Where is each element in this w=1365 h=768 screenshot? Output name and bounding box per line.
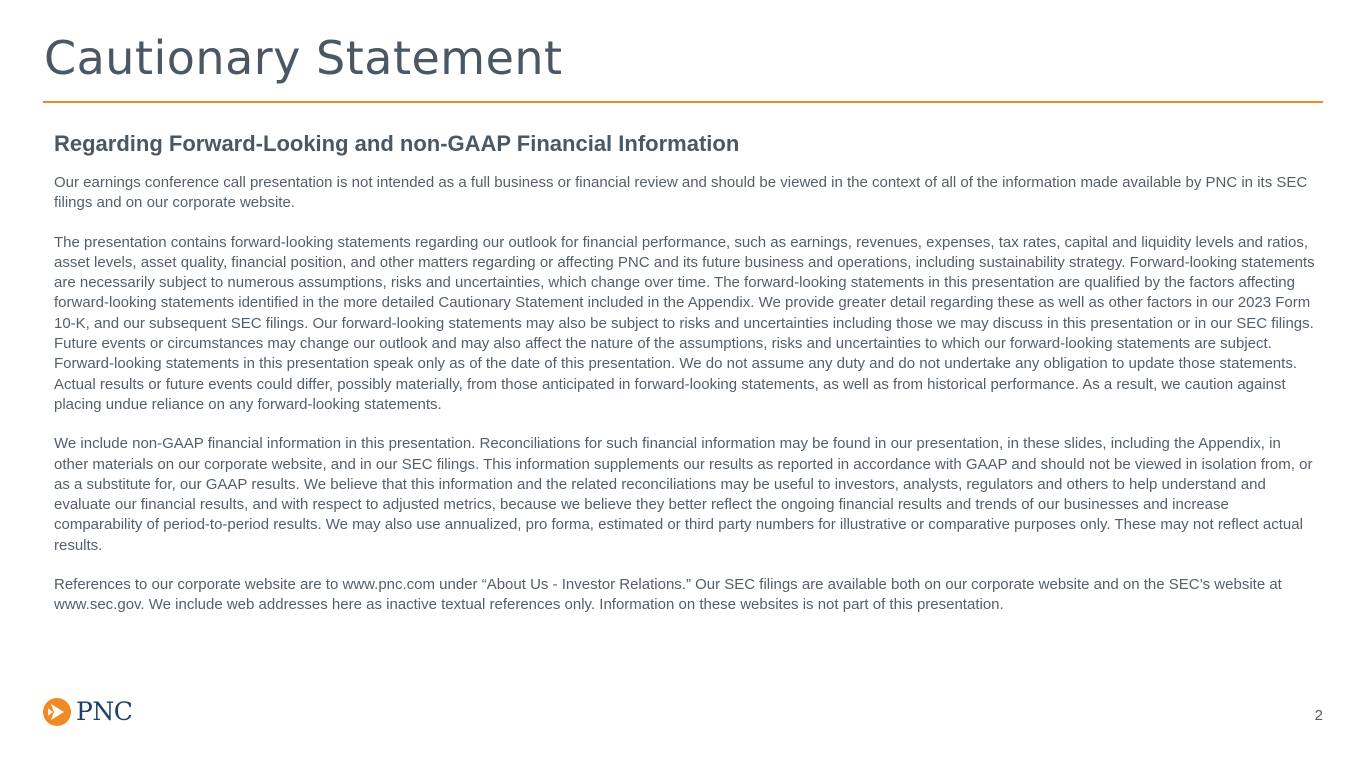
statement-body	[54, 173, 1316, 635]
page-number: 2	[1314, 707, 1323, 724]
section-heading: Regarding Forward-Looking and non-GAAP Financial Information	[54, 131, 740, 156]
title-divider	[43, 101, 1323, 103]
paragraph-website-references: References to our corporate website are to www.pnc.com under “About Us - Investor Relations.” Our SEC filings are available both on our corporate website and on the SEC’s website at www.sec.gov. We include web addresses here as inactive textual references only. Information on these websites is not part of this presentation.	[54, 576, 1282, 614]
paragraph-forward-looking: The presentation contains forward-looking statements regarding our outlook for financial performance, such as earnings, revenues, expenses, tax rates, capital and liquidity levels and ratios, asset levels, asset quality, financial position, and other matters regarding or affecting PNC and its future business and operations, including sustainability strategy. Forward-looking statements are necessarily subject to numerous assumptions, risks and uncertainties, which change over time. The forward-looking statements in this presentation are qualified by the factors affecting forward-looking statements identified in the more detailed Cautionary Statement included in the Appendix. We provide greater detail regarding these as well as other factors in our 2023 Form 10-K, and our subsequent SEC filings. Our forward-looking statements may also be subject to risks and uncertainties including those we may discuss in this presentation or in our SEC filings. Future events or circumstances may change our outlook and may also affect the nature of the assumptions, risks and uncertainties to which our forward-looking statements are subject. Forward-looking statements in this presentation speak only as of the date of this presentation. We do not assume any duty and do not undertake any obligation to update those statements. Actual results or future events could differ, possibly materially, from those anticipated in forward-looking statements, as well as from historical performance. As a result, we caution against placing undue reliance on any forward-looking statements.	[54, 233, 1315, 413]
logo-wordmark: PNC	[76, 697, 133, 726]
pnc-logo	[42, 696, 132, 728]
page-title: Cautionary Statement	[44, 31, 563, 85]
paragraph-non-gaap: We include non-GAAP financial information in this presentation. Reconciliations for such financial information may be found in our presentation, in these slides, including the Appendix, in other materials on our corporate website, and in our SEC filings. This information supplements our results as reported in accordance with GAAP and should not be viewed in isolation from, or as a substitute for, our GAAP results. We believe that this information and the related reconciliations may be useful to investors, analysts, regulators and others to help understand and evaluate our financial results, and with respect to adjusted metrics, because we believe they better reflect the ongoing financial results and trends of our businesses and increase comparability of period-to-period results. We may also use annualized, pro forma, estimated or third party numbers for illustrative or comparative purposes only. These may not reflect actual results.	[54, 435, 1313, 554]
paragraph-overview: Our earnings conference call presentation is not intended as a full business or financial review and should be viewed in the context of all of the information made available by PNC in its SEC filings and on our corporate website.	[54, 174, 1308, 212]
pnc-logo-icon	[42, 697, 72, 727]
